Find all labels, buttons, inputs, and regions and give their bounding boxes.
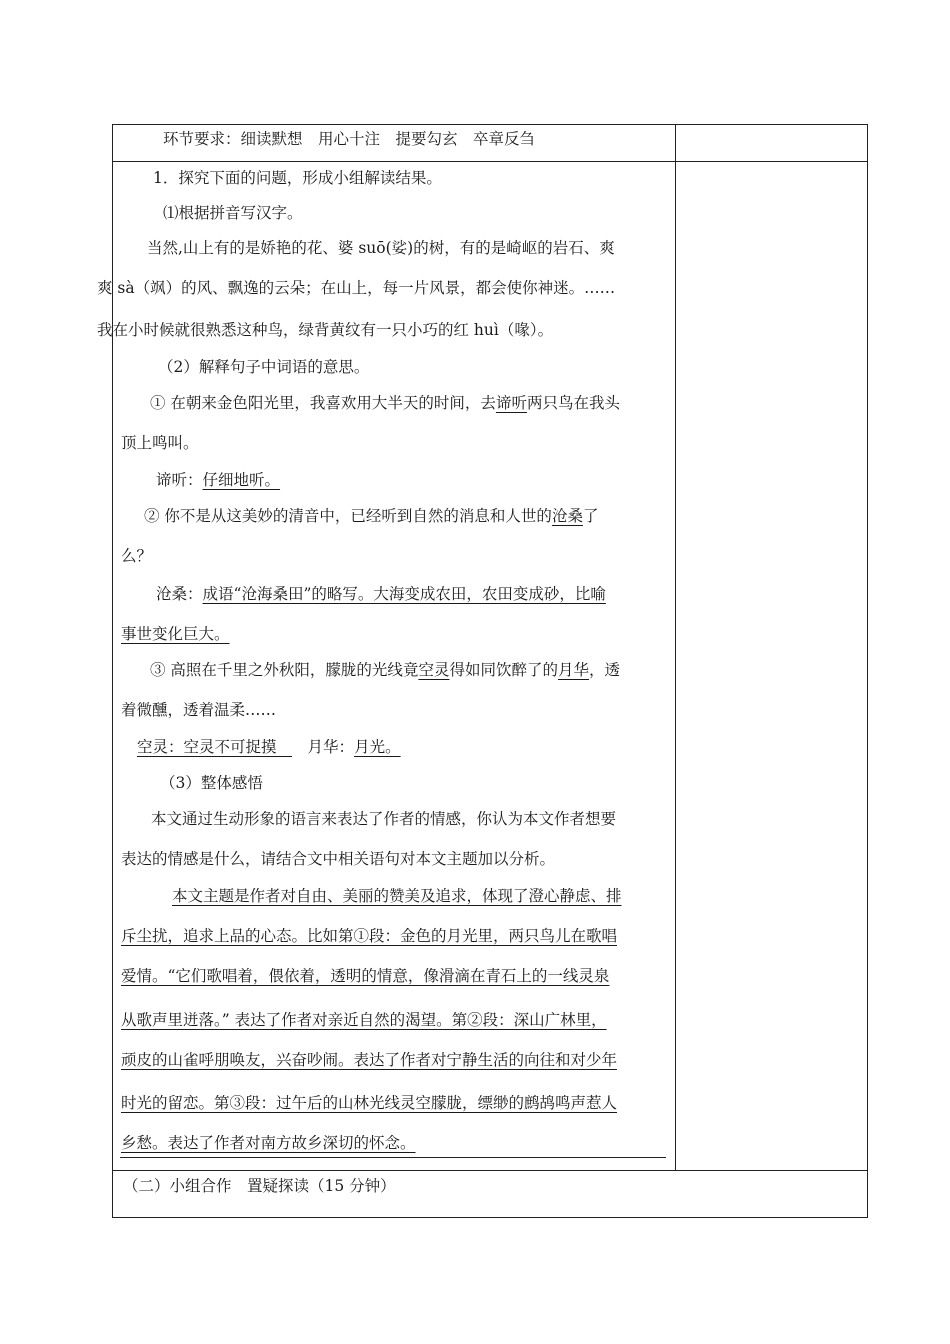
answer-2: 沧桑：成语“沧海桑田”的略写。大海变成农田，农田变成砂，比喻 (156, 585, 606, 603)
q1-title: 1．探究下面的问题，形成小组解读结果。 (153, 169, 442, 187)
answer-line-4: 从歌声里迸落。” 表达了作者对亲近自然的渴望。第②段：深山广林里， (121, 1011, 607, 1029)
answer-end-rule (120, 1157, 666, 1158)
answer-1: 谛听：仔细地听。 (156, 471, 281, 489)
sentence-2-cont: 么？ (121, 547, 153, 565)
sentence-3: ③ 高照在千里之外秋阳，朦胧的光线竟空灵得如同饮醉了的月华，透 (150, 661, 620, 679)
pinyin-line-3: 我在小时候就很熟悉这种鸟，绿背黄纹有一只小巧的红 huì（喙）。 (97, 321, 554, 339)
answer-3: 空灵：空灵不可捉摸 月华：月光。 (137, 738, 401, 756)
sub-overall: （3）整体感悟 (160, 774, 263, 792)
question-line-2: 表达的情感是什么，请结合文中相关语句对本文主题加以分析。 (121, 850, 556, 868)
answer-2-cont: 事世变化巨大。 (121, 625, 230, 643)
pinyin-line-2: 爽 sà（飒）的风、飘逸的云朵；在山上，每一片风景，都会使你神迷。…… (97, 279, 616, 297)
row-divider-section2 (112, 1170, 868, 1171)
sentence-1-cont: 顶上鸣叫。 (121, 434, 199, 452)
answer-line-7: 乡愁。表达了作者对南方故乡深切的怀念。 (121, 1134, 416, 1152)
sub-word-meaning: （2）解释句子中词语的意思。 (158, 358, 370, 376)
answer-line-6: 时光的留恋。第③段：过午后的山林光线灵空朦胧，缥缈的鹧鸪鸣声惹人 (121, 1094, 618, 1112)
sub-pinyin: ⑴根据拼音写汉字。 (163, 204, 303, 222)
requirement-line: 环节要求：细读默想 用心十注 提要勾玄 卒章反刍 (163, 130, 536, 148)
column-divider (675, 124, 676, 1171)
answer-line-1: 本文主题是作者对自由、美丽的赞美及追求，体现了澄心静虑、排 (172, 887, 622, 905)
section2-title: （二）小组合作 置疑探读（15 分钟） (123, 1177, 396, 1195)
question-line-1: 本文通过生动形象的语言来表达了作者的情感，你认为本文作者想要 (151, 810, 617, 828)
answer-line-3: 爱情。“它们歌唱着，偎依着，透明的情意，像滑滴在青石上的一线灵泉 (121, 967, 610, 985)
sentence-1: ① 在朝来金色阳光里，我喜欢用大半天的时间，去谛听两只鸟在我头 (150, 394, 620, 412)
pinyin-line-1: 当然,山上有的是娇艳的花、婆 suō(娑)的树，有的是崎岖的岩石、爽 (147, 239, 615, 257)
sentence-2: ② 你不是从这美妙的清音中，已经听到自然的消息和人世的沧桑了 (144, 507, 599, 525)
answer-line-2: 斥尘扰，追求上品的心态。比如第①段：金色的月光里，两只鸟儿在歌唱 (121, 927, 618, 945)
sentence-3-cont: 着微醺，透着温柔…… (121, 701, 277, 719)
answer-line-5: 顽皮的山雀呼朋唤友，兴奋吵闹。表达了作者对宁静生活的向往和对少年 (121, 1051, 618, 1069)
row-divider-header (112, 161, 868, 162)
